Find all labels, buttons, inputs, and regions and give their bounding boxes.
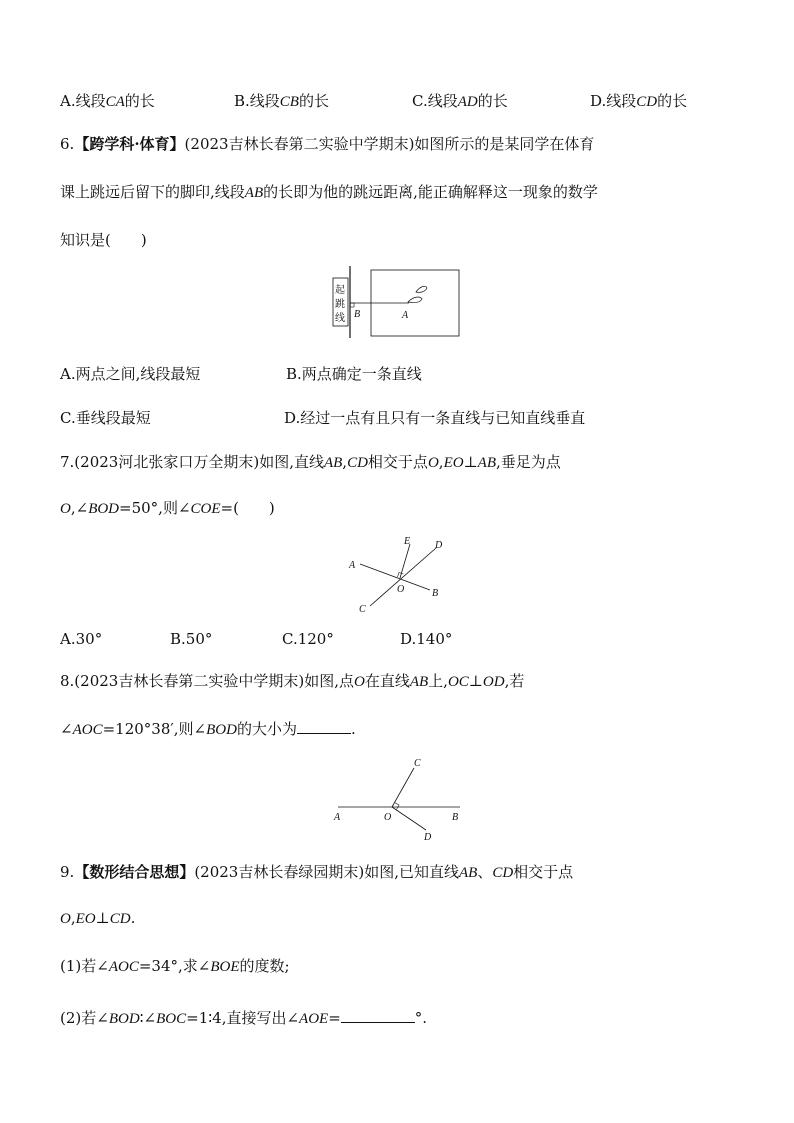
q9-perp: ⊥ xyxy=(95,909,110,927)
q8-answer-blank[interactable] xyxy=(297,719,351,734)
q5-option-c xyxy=(412,91,508,112)
q9-var-5: CD xyxy=(109,911,131,927)
q6-line-1 xyxy=(60,134,594,154)
q6-text-1: (2023吉林长春第二实验中学期末)如图所示的是某同学在体育 xyxy=(184,135,595,153)
q8-text-2d: . xyxy=(350,720,356,738)
q7-var-5: AB xyxy=(477,455,496,471)
takeoff-label-3: 线 xyxy=(335,313,345,324)
q6-text-2a: 课上跳远后留下的脚印,线段 xyxy=(60,183,245,201)
q7-option-a: A.30° xyxy=(60,630,103,648)
q8-text-2b: =120°38′,则∠ xyxy=(102,720,207,738)
q9-sub1-var-1: AOC xyxy=(108,959,139,975)
q8-figure xyxy=(330,754,464,844)
q5-option-a-var: CA xyxy=(105,94,125,110)
q7-perp: ⊥ xyxy=(463,453,478,471)
q8-text-1c: 上, xyxy=(428,672,448,690)
q9-text-2c: . xyxy=(130,909,136,927)
q5-option-c-suffix: 的长 xyxy=(477,92,508,110)
point-d-label: D xyxy=(424,832,432,843)
q7-var-3: O xyxy=(427,455,439,471)
q9-sub2-var-2: BOC xyxy=(156,1011,187,1027)
q9-text-2a: , xyxy=(70,909,76,927)
q5-option-a-prefix: A.线段 xyxy=(60,92,106,110)
q8-var-3: OC xyxy=(447,674,469,690)
q8-text-1b: 在直线 xyxy=(364,672,410,690)
q5-option-c-prefix: C.线段 xyxy=(412,92,458,110)
point-a-label: A xyxy=(402,310,409,321)
point-a-label: A xyxy=(349,560,356,571)
q9-sub1-text-a: (1)若∠ xyxy=(60,957,109,975)
q9-line-1 xyxy=(60,862,573,883)
q5-option-b-suffix: 的长 xyxy=(298,92,329,110)
q7-var-8: COE xyxy=(190,501,221,517)
q9-var-1: AB xyxy=(458,865,478,881)
q9-sub2-var-3: AOE xyxy=(299,1011,329,1027)
q8-var-2: AB xyxy=(409,674,429,690)
q9-answer-blank[interactable] xyxy=(341,1008,415,1023)
q7-text-1c: , xyxy=(438,453,444,471)
footprint-2 xyxy=(416,286,427,292)
q8-perp: ⊥ xyxy=(468,672,483,690)
ray-oe xyxy=(400,544,410,578)
q9-tag: 【数形结合思想】 xyxy=(74,863,195,881)
takeoff-label-2: 跳 xyxy=(335,299,345,310)
q8-text-2c: 的大小为 xyxy=(236,720,297,738)
q5-option-d-prefix: D.线段 xyxy=(590,92,637,110)
q5-option-b-prefix: B.线段 xyxy=(234,92,280,110)
q7-var-2: CD xyxy=(347,455,368,471)
q8-var-4: OD xyxy=(482,674,505,690)
point-o-label: O xyxy=(384,812,392,823)
q6-long-jump-figure xyxy=(330,266,462,338)
right-angle-mark xyxy=(350,303,354,307)
line-ab xyxy=(360,564,430,590)
q6-text-2b: 的长即为他的跳远距离,能正确解释这一现象的数学 xyxy=(263,183,598,201)
point-b-label: B xyxy=(452,812,459,823)
point-d-label: D xyxy=(435,540,443,551)
q9-sub2-text-e: °. xyxy=(414,1009,428,1027)
q6-tag: 【跨学科·体育】 xyxy=(74,135,185,153)
q6-var-ab: AB xyxy=(244,185,264,201)
ray-oc xyxy=(392,768,414,807)
q7-option-c: C.120° xyxy=(282,630,334,648)
q7-line-1 xyxy=(60,452,561,473)
q7-line-2 xyxy=(60,498,275,519)
q7-text-2a: ,∠ xyxy=(70,499,89,517)
q9-sub1-text-c: 的度数; xyxy=(239,957,290,975)
q8-text-2a: ∠ xyxy=(60,720,73,738)
q9-sub2-text-d: = xyxy=(328,1009,341,1027)
q7-text-2b: =50°,则∠ xyxy=(119,499,191,517)
q9-sub2-var-1: BOD xyxy=(108,1011,140,1027)
point-e-label: E xyxy=(404,536,411,547)
q8-line-1 xyxy=(60,671,524,692)
q7-text-1e: ,垂足为点 xyxy=(496,453,561,471)
line-cd xyxy=(370,548,439,606)
q6-option-c: C.垂线段最短 xyxy=(60,409,151,427)
q6-text-3: 知识是( ) xyxy=(60,231,147,249)
q5-option-d-suffix: 的长 xyxy=(657,92,688,110)
q6-option-b: B.两点确定一条直线 xyxy=(286,365,422,383)
footprint-1 xyxy=(408,297,422,303)
q5-option-d xyxy=(590,91,687,112)
q9-number: 9. xyxy=(60,863,75,881)
q8-text-1e: ,若 xyxy=(504,672,525,690)
q8-text-1a: 8.(2023吉林长春第二实验中学期末)如图,点 xyxy=(60,672,354,690)
q9-var-3: O xyxy=(60,911,71,927)
takeoff-label-1: 起 xyxy=(335,285,345,296)
q9-var-2: CD xyxy=(492,865,514,881)
q7-var-7: BOD xyxy=(88,501,120,517)
point-a-label: A xyxy=(334,812,341,823)
point-o-label: O xyxy=(397,584,405,595)
q9-line-2 xyxy=(60,908,135,929)
q7-text-1b: 相交于点 xyxy=(367,453,428,471)
q5-option-c-var: AD xyxy=(457,94,478,110)
q6-line-3 xyxy=(60,230,147,250)
q8-line-2 xyxy=(60,719,356,740)
q7-sep: , xyxy=(342,453,348,471)
q9-text-1a: (2023吉林长春绿园期末)如图,已知直线 xyxy=(194,863,459,881)
q7-option-d: D.140° xyxy=(400,630,453,648)
point-c-label: C xyxy=(359,604,366,615)
q9-sub1-var-2: BOE xyxy=(210,959,240,975)
q8-var-6: BOD xyxy=(206,722,237,738)
q9-text-1c: 相交于点 xyxy=(513,863,574,881)
q5-option-b-var: CB xyxy=(279,94,299,110)
q6-option-d: D.经过一点有且只有一条直线与已知直线垂直 xyxy=(284,409,586,427)
q7-option-b: B.50° xyxy=(170,630,213,648)
point-b-label: B xyxy=(354,309,361,320)
q9-sub1-text-b: =34°,求∠ xyxy=(138,957,211,975)
q9-sub-1 xyxy=(60,956,290,977)
q9-sub2-text-b: ∶∠ xyxy=(139,1009,157,1027)
q7-text-2c: =( ) xyxy=(220,499,275,517)
q6-option-a: A.两点之间,线段最短 xyxy=(60,365,201,383)
q7-var-6: O xyxy=(60,501,71,517)
q5-option-a-suffix: 的长 xyxy=(124,92,155,110)
q8-var-1: O xyxy=(353,674,365,690)
q9-var-4: EO xyxy=(75,911,96,927)
point-b-label: B xyxy=(432,588,439,599)
q5-option-a xyxy=(60,91,155,112)
q9-sub-2 xyxy=(60,1008,427,1029)
q9-text-1b: 、 xyxy=(477,863,493,881)
point-c-label: C xyxy=(414,758,421,769)
q7-var-1: AB xyxy=(323,455,343,471)
q5-option-d-var: CD xyxy=(636,94,658,110)
q9-sub2-text-a: (2)若∠ xyxy=(60,1009,109,1027)
right-angle-mark xyxy=(395,803,400,810)
q5-option-b xyxy=(234,91,329,112)
q7-var-4: EO xyxy=(443,455,464,471)
q6-line-2 xyxy=(60,182,598,203)
q6-number: 6. xyxy=(60,135,75,153)
ray-od xyxy=(392,807,426,830)
q7-text-1a: 7.(2023河北张家口万全期末)如图,直线 xyxy=(60,453,324,471)
q7-intersecting-lines-figure xyxy=(344,534,450,616)
q8-var-5: AOC xyxy=(72,722,103,738)
q9-sub2-text-c: =1∶4,直接写出∠ xyxy=(186,1009,300,1027)
